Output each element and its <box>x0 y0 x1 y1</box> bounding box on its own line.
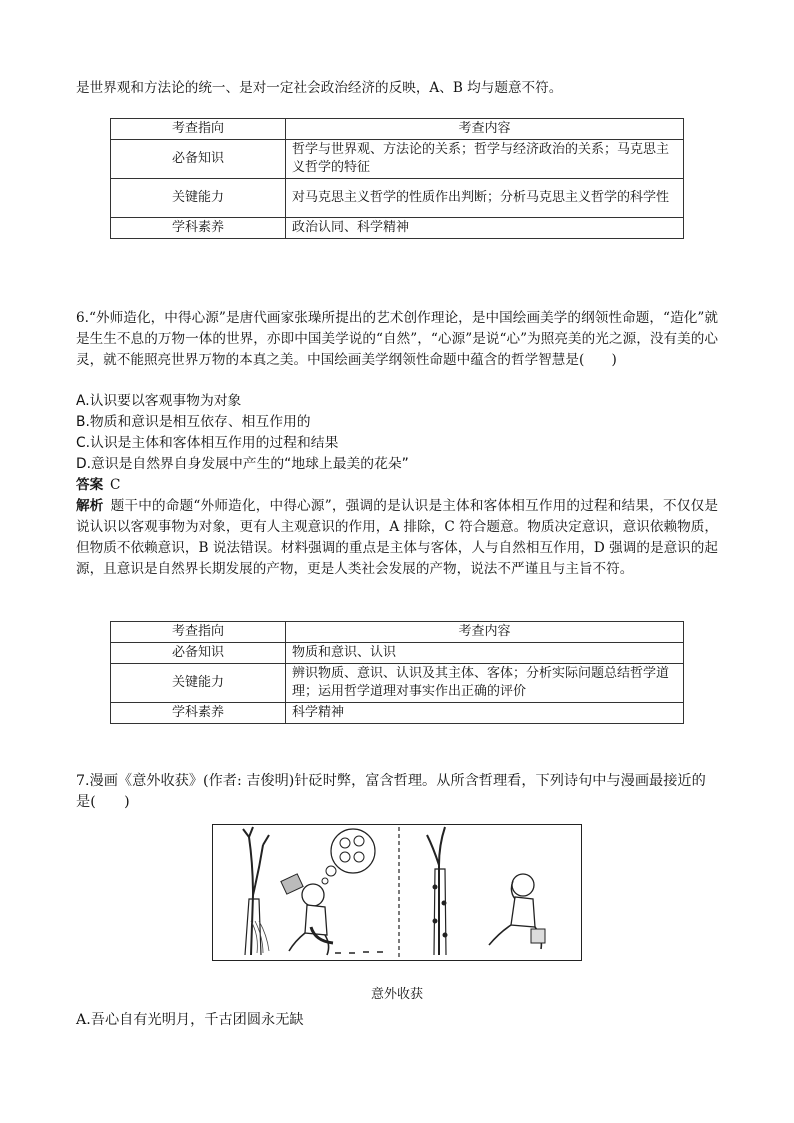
table-row <box>111 179 684 218</box>
table-row <box>111 218 684 239</box>
table-cell-key: 关键能力 <box>111 664 286 703</box>
table-cell-value: 科学精神 <box>286 703 684 724</box>
table-header-row <box>111 119 684 140</box>
answer-label: 答案 <box>76 477 104 493</box>
table-row <box>111 703 684 724</box>
table-row <box>111 643 684 664</box>
table-header-content: 考查内容 <box>286 622 684 643</box>
table-cell-key: 必备知识 <box>111 643 286 664</box>
table-cell-value: 对马克思主义哲学的性质作出判断；分析马克思主义哲学的科学性 <box>286 179 684 218</box>
intro-line: 是世界观和方法论的统一、是对一定社会政治经济的反映，A、B 均与题意不符。 <box>76 80 563 96</box>
figure-caption: 意外收获 <box>370 987 423 1002</box>
q7-stem: 7.漫画《意外收获》(作者: 吉俊明)针砭时弊，富含哲理。从所含哲理看，下列诗句中与漫画最接近的是( ) <box>76 773 706 810</box>
q6-option-a: A.认识要以客观事物为对象 <box>76 393 242 409</box>
q6-option-b: B.物质和意识是相互依存、相互作用的 <box>76 414 311 430</box>
table-cell-key: 关键能力 <box>111 179 286 218</box>
q7-option-a: A.吾心自有光明月，千古团圆永无缺 <box>76 1012 304 1028</box>
table-header-direction: 考查指向 <box>111 622 286 643</box>
assessment-table-2 <box>110 621 684 724</box>
q6-stem: 6.“外师造化，中得心源”是唐代画家张璪所提出的艺术创作理论，是中国绘画美学的纲领性命题，“造化”就是生生不息的万物一体的世界，亦即中国美学说的“自然”，“心源”是说“心”为照亮美的光之源，没有美的心灵，就不能照亮世界万物的本真之美。中国绘画美学纲领性命题中蕴含的哲学智慧是( ) <box>76 310 718 368</box>
table-header-content: 考查内容 <box>286 119 684 140</box>
table-cell-key: 必备知识 <box>111 140 286 179</box>
table-row <box>111 140 684 179</box>
q6-option-d: D.意识是自然界自身发展中产生的“地球上最美的花朵” <box>76 456 409 472</box>
table-header-direction: 考查指向 <box>111 119 286 140</box>
analysis-label: 解析 <box>76 498 104 514</box>
answer-value: C <box>109 477 121 493</box>
q6-option-c: C.认识是主体和客体相互作用的过程和结果 <box>76 435 339 451</box>
q6-answer <box>76 475 718 496</box>
table-cell-value: 辨识物质、意识、认识及其主体、客体；分析实际问题总结哲学道理；运用哲学道理对事实作出正确的评价 <box>286 664 684 703</box>
table-cell-value: 哲学与世界观、方法论的关系；哲学与经济政治的关系；马克思主义哲学的特征 <box>286 140 684 179</box>
cartoon-illustration <box>213 825 581 960</box>
table-cell-key: 学科素养 <box>111 218 286 239</box>
table-cell-value: 政治认同、科学精神 <box>286 218 684 239</box>
analysis-text: 题干中的命题“外师造化，中得心源”，强调的是认识是主体和客体相互作用的过程和结果，不仅仅是说认识以客观事物为对象，更有人主观意识的作用，A 排除，C 符合题意。物质决定意识，意识依赖物质，但物质不依赖意识，B 说法错误。材料强调的重点是主体与客体，人与自然相互作用，D 强调的是意识的起源，且意识是自然界长期发展的产物，更是人类社会发展的产物，说法不严谨且与主旨不符。 <box>76 498 719 577</box>
table-cell-key: 学科素养 <box>111 703 286 724</box>
table-row <box>111 664 684 703</box>
cartoon-figure <box>212 824 582 961</box>
table-cell-value: 物质和意识、认识 <box>286 643 684 664</box>
q6-analysis <box>76 496 718 580</box>
assessment-table-1 <box>110 118 684 239</box>
table-header-row <box>111 622 684 643</box>
